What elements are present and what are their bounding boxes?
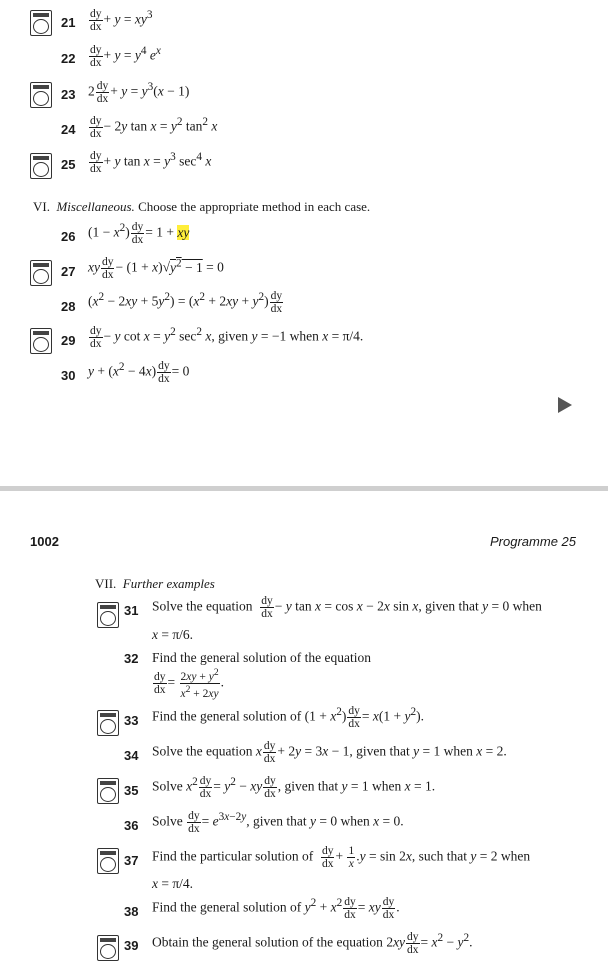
problem-39: Obtain the general solution of the equation 2xy $\frac{dy}{dx}$ = $x^2 - y^2$. [152, 931, 473, 956]
personal-tutor-icon[interactable] [30, 82, 52, 108]
item-number: 38 [124, 904, 139, 919]
item-number: 25 [61, 157, 76, 172]
next-page-arrow-icon[interactable] [558, 397, 572, 413]
personal-tutor-icon[interactable] [97, 778, 119, 804]
personal-tutor-icon[interactable] [30, 153, 52, 179]
programme-label: Programme 25 [490, 534, 576, 549]
item-number: 34 [124, 748, 139, 763]
problem-33: Find the general solution of $(1 + x^2)$ $\frac{dy}{dx}$ = $x(1 + y^2)$. [152, 705, 424, 730]
equation-30: $y + (x^2 - 4x)$ $\frac{dy}{dx}$ = 0 [88, 360, 190, 385]
personal-tutor-icon[interactable] [30, 260, 52, 286]
item-number: 31 [124, 603, 139, 618]
personal-tutor-icon[interactable] [97, 710, 119, 736]
equation-23: 2 $\frac{dy}{dx}$ + $y = y^3(x - 1)$ [88, 80, 190, 105]
equation-21: $\frac{dy}{dx}$ + $y = xy^3$ [90, 8, 153, 33]
personal-tutor-icon[interactable] [30, 10, 52, 36]
equation-26: $(1 - x^2)$ $\frac{dy}{dx}$ = 1 + xy [88, 221, 190, 246]
item-number: 33 [124, 713, 139, 728]
equation-22: $\frac{dy}{dx}$ + $y = y^4$ $e^x$ [90, 44, 161, 69]
page-number: 1002 [30, 534, 59, 549]
page-bottom [0, 491, 608, 972]
item-number: 37 [124, 853, 139, 868]
item-number: 36 [124, 818, 139, 833]
item-number: 35 [124, 783, 139, 798]
equation-25: $\frac{dy}{dx}$ + y $\tan x = y^3$ $\sec^4 x$ [90, 150, 212, 175]
equation-29: $\frac{dy}{dx}$ − y $\cot x = y^2$ $\sec^2 x$, given y = −1 when x = π/4. [90, 325, 364, 350]
item-number: 28 [61, 299, 76, 314]
problem-31: Solve the equation $\frac{dy}{dx}$ − y tan x = cos x − 2x sin x, given that y = 0 when [152, 595, 542, 620]
item-number: 24 [61, 122, 76, 137]
item-number: 23 [61, 87, 76, 102]
item-number: 29 [61, 333, 76, 348]
personal-tutor-icon[interactable] [30, 328, 52, 354]
problem-37: Find the particular solution of $\frac{dy}{dx}$ + $\frac{1}{x}$ .y = sin 2x, such that y = 2 when [152, 845, 531, 870]
item-number: 39 [124, 938, 139, 953]
item-number: 27 [61, 264, 76, 279]
equation-28: $(x^2 - 2xy + 5y^2) = (x^2 + 2xy + y^2)$ $\frac{dy}{dx}$ [88, 290, 283, 315]
section-heading: VII. Further examples [95, 576, 215, 591]
item-number: 22 [61, 51, 76, 66]
problem-38: Find the general solution of $y^2 + x^2$ $\frac{dy}{dx}$ = xy $\frac{dy}{dx}$ . [152, 896, 400, 921]
item-number: 26 [61, 229, 76, 244]
item-number: 21 [61, 15, 76, 30]
item-number: 32 [124, 651, 139, 666]
problem-31-cont: x = π/6. [152, 627, 194, 642]
problem-34: Solve the equation x $\frac{dy}{dx}$ + 2y = 3x − 1, given that y = 1 when x = 2. [152, 740, 507, 765]
problem-32: Find the general solution of the equation [152, 650, 371, 665]
problem-32-equation: $\frac{dy}{dx}$ = $\frac{2xy + y^2}{x^2 + 2xy}$ . [154, 667, 224, 700]
section-heading: VI. Miscellaneous. Choose the appropriate method in each case. [33, 199, 371, 214]
problem-35: Solve $x^2$ $\frac{dy}{dx}$ = $y^2$ − xy $\frac{dy}{dx}$ , given that y = 1 when x = 1. [152, 775, 436, 800]
equation-27: xy $\frac{dy}{dx}$ − $(1 + x)√y^2 - 1 = 0$ [88, 256, 224, 281]
item-number: 30 [61, 368, 76, 383]
personal-tutor-icon[interactable] [97, 935, 119, 961]
problem-36: Solve $\frac{dy}{dx}$ = $e^{3x-2y}$, given that y = 0 when x = 0. [152, 810, 404, 835]
problem-37-cont: x = π/4. [152, 876, 194, 891]
personal-tutor-icon[interactable] [97, 848, 119, 874]
personal-tutor-icon[interactable] [97, 602, 119, 628]
equation-24: $\frac{dy}{dx}$ − 2y $\tan x = y^2$ $\tan^2 x$ [90, 115, 218, 140]
